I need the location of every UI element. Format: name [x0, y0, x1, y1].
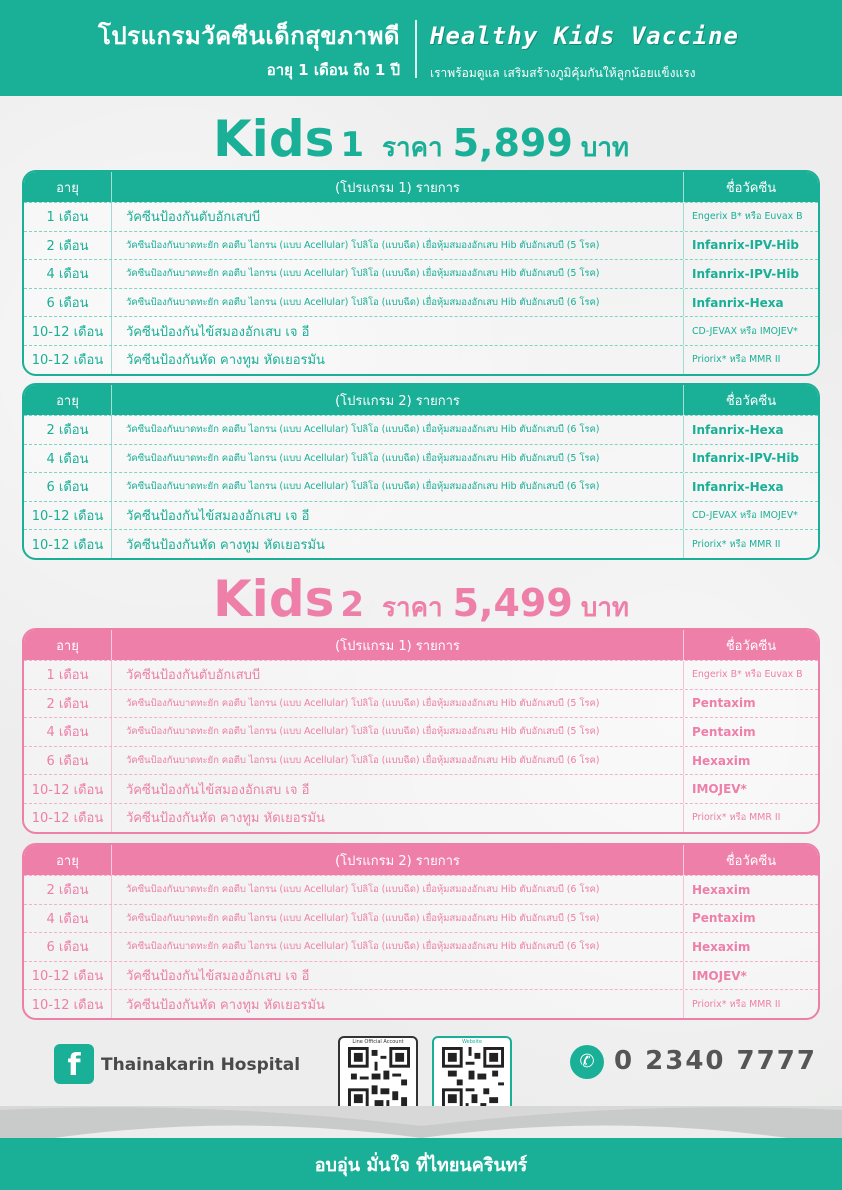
row-vaccine-name: Priorix* หรือ MMR II: [692, 998, 781, 1010]
footer-slogan-bar: [0, 1138, 842, 1190]
kids2-program1-table: [22, 628, 820, 834]
table-row: [24, 717, 818, 746]
kids2-price: 5,499: [452, 581, 573, 625]
kids2-currency: บาท: [580, 593, 630, 623]
row-age: 10-12 เดือน: [24, 530, 112, 558]
footer-slogan: อบอุ่น มั่นใจ ที่ไทยนครินทร์: [314, 1155, 528, 1176]
table-row: [24, 472, 818, 501]
program-title-th: โปรแกรมวัคซีนเด็กสุขภาพดี: [97, 22, 400, 50]
row-vaccine-name: Engerix B* หรือ Euvax B: [692, 211, 803, 223]
table-row: [24, 202, 818, 231]
row-age: 4 เดือน: [24, 905, 112, 933]
row-vaccine-description: วัคซีนป้องกันบาดทะยัก คอตีบ ไอกรน (แบบ Acellular) โปลิโอ (แบบฉีด) เยื่อหุ้มสมองอักเสบ Hib ตับอักเสบบี (6 โรค): [112, 289, 684, 317]
row-vaccine-description: วัคซีนป้องกันหัด คางทูม หัดเยอรมัน: [112, 530, 684, 558]
row-age: 10-12 เดือน: [24, 502, 112, 530]
column-header-program: (โปรแกรม 2) รายการ: [112, 845, 684, 875]
table-row: [24, 316, 818, 345]
row-vaccine-name: CD-JEVAX หรือ IMOJEV*: [692, 510, 798, 522]
column-header-vaccine: ชื่อวัคซีน: [725, 638, 777, 654]
table-header: [24, 630, 818, 660]
row-vaccine-name: Infanrix-IPV-Hib: [692, 238, 800, 253]
row-age: 4 เดือน: [24, 260, 112, 288]
table-header: [24, 845, 818, 875]
column-header-age: อายุ: [24, 630, 112, 660]
kids1-number: 1: [340, 125, 365, 165]
row-age: 1 เดือน: [24, 661, 112, 689]
header-tagline: เราพร้อมดูแล เสริมสร้างภูมิคุ้มกันให้ลูกน้อยแข็งแรง: [430, 66, 696, 80]
column-header-vaccine: ชื่อวัคซีน: [725, 853, 777, 869]
kids2-name: Kids: [212, 570, 335, 628]
kids1-price: 5,899: [452, 121, 573, 165]
row-age: 10-12 เดือน: [24, 317, 112, 345]
row-age: 2 เดือน: [24, 690, 112, 718]
table-row: [24, 529, 818, 558]
table-row: [24, 989, 818, 1018]
row-age: 6 เดือน: [24, 289, 112, 317]
row-vaccine-name: CD-JEVAX หรือ IMOJEV*: [692, 325, 798, 337]
row-vaccine-description: วัคซีนป้องกันบาดทะยัก คอตีบ ไอกรน (แบบ Acellular) โปลิโอ (แบบฉีด) เยื่อหุ้มสมองอักเสบ Hib ตับอักเสบบี (5 โรค): [112, 232, 684, 260]
row-vaccine-description: วัคซีนป้องกันบาดทะยัก คอตีบ ไอกรน (แบบ Acellular) โปลิโอ (แบบฉีด) เยื่อหุ้มสมองอักเสบ Hib ตับอักเสบบี (5 โรค): [112, 718, 684, 746]
row-age: 6 เดือน: [24, 747, 112, 775]
row-age: 1 เดือน: [24, 203, 112, 231]
row-vaccine-name: Pentaxim: [692, 911, 756, 926]
row-vaccine-name: Infanrix-IPV-Hib: [692, 266, 800, 281]
row-vaccine-name: Infanrix-IPV-Hib: [692, 451, 800, 466]
table-row: [24, 932, 818, 961]
row-age: 10-12 เดือน: [24, 962, 112, 990]
column-header-vaccine: ชื่อวัคซีน: [725, 180, 777, 196]
table-row: [24, 259, 818, 288]
table-row: [24, 288, 818, 317]
row-vaccine-name: Priorix* หรือ MMR II: [692, 812, 781, 824]
row-vaccine-description: วัคซีนป้องกันตับอักเสบบี: [112, 203, 684, 231]
phone-icon: ✆: [570, 1045, 604, 1079]
kids1-program1-table: [22, 170, 820, 376]
kids1-heading: [0, 110, 842, 168]
row-vaccine-name: IMOJEV*: [692, 782, 747, 797]
kids2-program2-table: [22, 843, 820, 1020]
table-row: [24, 774, 818, 803]
row-vaccine-description: วัคซีนป้องกันบาดทะยัก คอตีบ ไอกรน (แบบ Acellular) โปลิโอ (แบบฉีด) เยื่อหุ้มสมองอักเสบ Hib ตับอักเสบบี (5 โรค): [112, 905, 684, 933]
row-vaccine-name: Pentaxim: [692, 696, 756, 711]
row-vaccine-name: Infanrix-Hexa: [692, 295, 784, 310]
table-row: [24, 961, 818, 990]
row-vaccine-name: Priorix* หรือ MMR II: [692, 354, 781, 366]
row-age: 10-12 เดือน: [24, 804, 112, 832]
column-header-vaccine: ชื่อวัคซีน: [725, 393, 777, 409]
kids2-number: 2: [340, 585, 365, 625]
row-vaccine-description: วัคซีนป้องกันไข้สมองอักเสบ เจ อี: [112, 775, 684, 803]
row-age: 4 เดือน: [24, 718, 112, 746]
row-age: 4 เดือน: [24, 445, 112, 473]
row-vaccine-description: วัคซีนป้องกันบาดทะยัก คอตีบ ไอกรน (แบบ Acellular) โปลิโอ (แบบฉีด) เยื่อหุ้มสมองอักเสบ Hib ตับอักเสบบี (6 โรค): [112, 416, 684, 444]
table-header: [24, 385, 818, 415]
facebook-page-name[interactable]: Thainakarin Hospital: [101, 1055, 301, 1075]
row-age: 10-12 เดือน: [24, 775, 112, 803]
header-banner: [0, 0, 842, 96]
kids1-currency: บาท: [580, 133, 630, 163]
row-vaccine-name: Infanrix-Hexa: [692, 422, 784, 437]
row-vaccine-name: Infanrix-Hexa: [692, 479, 784, 494]
row-vaccine-description: วัคซีนป้องกันบาดทะยัก คอตีบ ไอกรน (แบบ Acellular) โปลิโอ (แบบฉีด) เยื่อหุ้มสมองอักเสบ Hib ตับอักเสบบี (5 โรค): [112, 445, 684, 473]
row-age: 2 เดือน: [24, 416, 112, 444]
row-vaccine-description: วัคซีนป้องกันบาดทะยัก คอตีบ ไอกรน (แบบ Acellular) โปลิโอ (แบบฉีด) เยื่อหุ้มสมองอักเสบ Hib ตับอักเสบบี (5 โรค): [112, 260, 684, 288]
table-row: [24, 904, 818, 933]
row-age: 10-12 เดือน: [24, 990, 112, 1018]
table-row: [24, 444, 818, 473]
facebook-icon[interactable]: f: [54, 1044, 94, 1084]
table-row: [24, 875, 818, 904]
table-row: [24, 231, 818, 260]
row-vaccine-name: IMOJEV*: [692, 968, 747, 983]
row-age: 2 เดือน: [24, 232, 112, 260]
row-vaccine-name: Hexaxim: [692, 753, 751, 768]
row-vaccine-description: วัคซีนป้องกันบาดทะยัก คอตีบ ไอกรน (แบบ Acellular) โปลิโอ (แบบฉีด) เยื่อหุ้มสมองอักเสบ Hib ตับอักเสบบี (6 โรค): [112, 876, 684, 904]
column-header-program: (โปรแกรม 1) รายการ: [112, 630, 684, 660]
row-vaccine-name: Engerix B* หรือ Euvax B: [692, 669, 803, 681]
row-vaccine-name: Hexaxim: [692, 939, 751, 954]
row-vaccine-description: วัคซีนป้องกันไข้สมองอักเสบ เจ อี: [112, 962, 684, 990]
row-vaccine-description: วัคซีนป้องกันไข้สมองอักเสบ เจ อี: [112, 317, 684, 345]
kids2-heading: [0, 570, 842, 628]
row-vaccine-description: วัคซีนป้องกันหัด คางทูม หัดเยอรมัน: [112, 990, 684, 1018]
column-header-age: อายุ: [24, 845, 112, 875]
row-vaccine-description: วัคซีนป้องกันบาดทะยัก คอตีบ ไอกรน (แบบ Acellular) โปลิโอ (แบบฉีด) เยื่อหุ้มสมองอักเสบ Hib ตับอักเสบบี (6 โรค): [112, 473, 684, 501]
row-age: 6 เดือน: [24, 933, 112, 961]
book-decoration: [0, 1100, 842, 1140]
row-vaccine-description: วัคซีนป้องกันตับอักเสบบี: [112, 661, 684, 689]
kids1-program2-table: [22, 383, 820, 560]
table-row: [24, 746, 818, 775]
phone-number[interactable]: 0 2340 7777: [614, 1046, 817, 1076]
table-row: [24, 415, 818, 444]
table-row: [24, 345, 818, 374]
table-row: [24, 501, 818, 530]
kids2-price-label: ราคา: [382, 593, 443, 623]
row-age: 6 เดือน: [24, 473, 112, 501]
row-vaccine-description: วัคซีนป้องกันหัด คางทูม หัดเยอรมัน: [112, 804, 684, 832]
website-qr-title: Website: [462, 1039, 482, 1045]
row-age: 2 เดือน: [24, 876, 112, 904]
row-vaccine-description: วัคซีนป้องกันบาดทะยัก คอตีบ ไอกรน (แบบ Acellular) โปลิโอ (แบบฉีด) เยื่อหุ้มสมองอักเสบ Hib ตับอักเสบบี (5 โรค): [112, 690, 684, 718]
row-vaccine-name: Hexaxim: [692, 882, 751, 897]
header-divider: [415, 20, 417, 78]
row-age: 10-12 เดือน: [24, 346, 112, 374]
row-vaccine-name: Priorix* หรือ MMR II: [692, 538, 781, 550]
table-row: [24, 803, 818, 832]
kids1-price-label: ราคา: [382, 133, 443, 163]
line-qr-title: Line Official Account: [352, 1039, 404, 1045]
table-row: [24, 689, 818, 718]
row-vaccine-description: วัคซีนป้องกันบาดทะยัก คอตีบ ไอกรน (แบบ Acellular) โปลิโอ (แบบฉีด) เยื่อหุ้มสมองอักเสบ Hib ตับอักเสบบี (6 โรค): [112, 933, 684, 961]
kids1-name: Kids: [212, 110, 335, 168]
column-header-program: (โปรแกรม 2) รายการ: [112, 385, 684, 415]
row-vaccine-description: วัคซีนป้องกันหัด คางทูม หัดเยอรมัน: [112, 346, 684, 374]
row-vaccine-name: Pentaxim: [692, 724, 756, 739]
age-range-subtitle: อายุ 1 เดือน ถึง 1 ปี: [266, 61, 400, 79]
row-vaccine-description: วัคซีนป้องกันไข้สมองอักเสบ เจ อี: [112, 502, 684, 530]
column-header-age: อายุ: [24, 172, 112, 202]
program-title-en: Healthy Kids Vaccine: [430, 22, 739, 50]
row-vaccine-description: วัคซีนป้องกันบาดทะยัก คอตีบ ไอกรน (แบบ Acellular) โปลิโอ (แบบฉีด) เยื่อหุ้มสมองอักเสบ Hib ตับอักเสบบี (6 โรค): [112, 747, 684, 775]
column-header-age: อายุ: [24, 385, 112, 415]
table-row: [24, 660, 818, 689]
table-header: [24, 172, 818, 202]
column-header-program: (โปรแกรม 1) รายการ: [112, 172, 684, 202]
